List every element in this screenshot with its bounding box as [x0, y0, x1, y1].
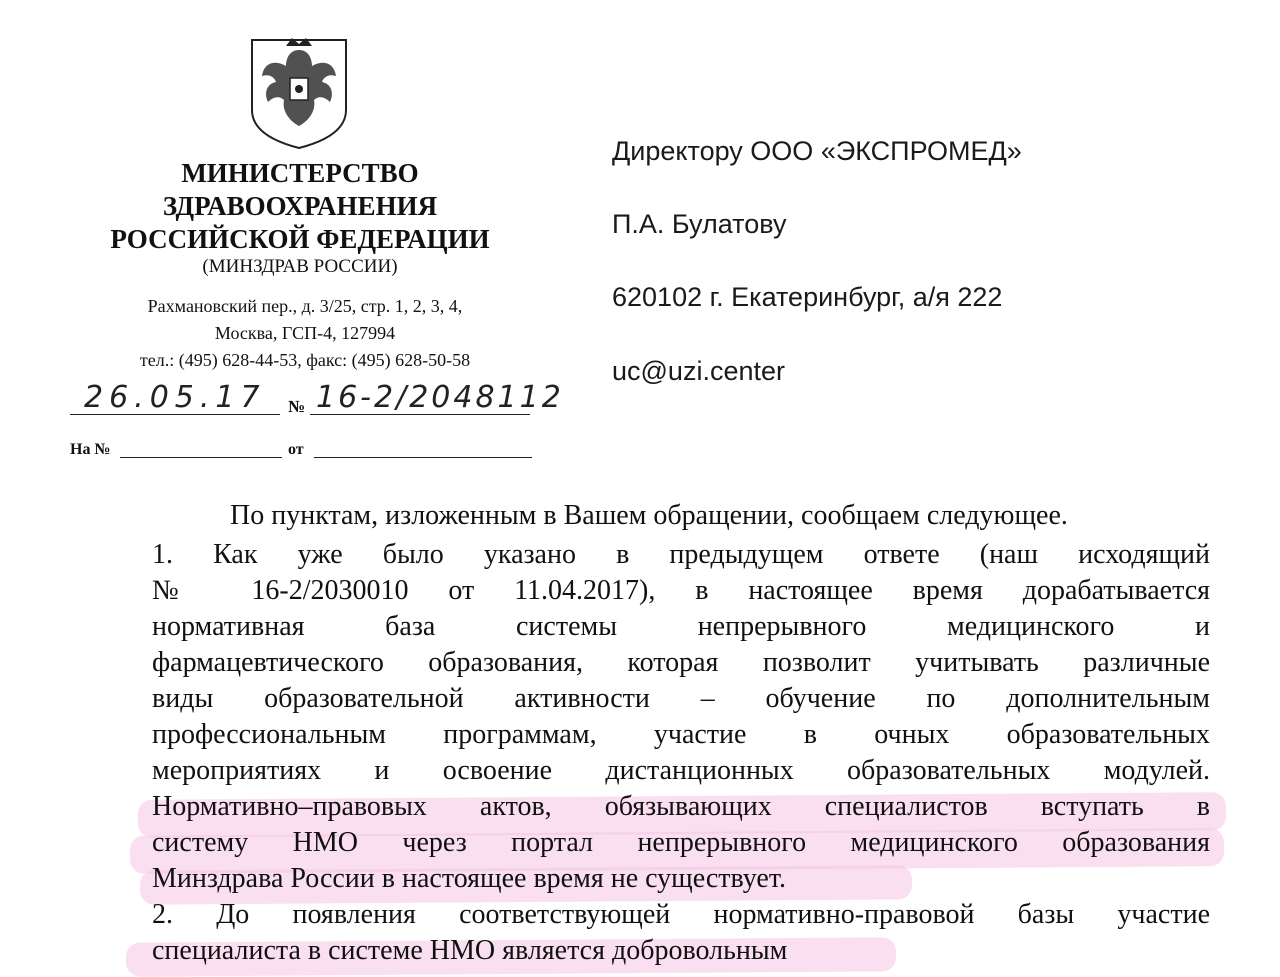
ministry-name — [60, 157, 540, 256]
reference-number-label: На № — [70, 441, 111, 458]
registration-number-label: № — [288, 397, 306, 416]
ministry-line-3: РОССИЙСКОЙ ФЕДЕРАЦИИ — [110, 224, 490, 254]
body-line: профессиональным программам, участие в очных образовательных — [152, 719, 1210, 750]
body-line: мероприятиях и освоение дистанционных образовательных модулей. — [152, 755, 1210, 786]
body-line: 2. До появления соответствующей нормативно-правовой базы участие — [152, 899, 1210, 930]
ministry-line-1: МИНИСТЕРСТВО — [181, 158, 419, 188]
body-line: № 16-2/2030010 от 11.04.2017), в настоящее время дорабатывается — [152, 575, 1210, 606]
body-line: виды образовательной активности – обучение по дополнительным — [152, 683, 1210, 714]
body-line: Минздрава России в настоящее время не существует. — [152, 863, 786, 894]
letter-body — [152, 537, 1210, 969]
body-intro: По пунктам, изложенным в Вашем обращении, сообщаем следующее. — [230, 500, 1068, 531]
registration-number: 16-2/2048112 — [316, 380, 564, 415]
recipient-title: Директору ООО «ЭКСПРОМЕД» — [612, 136, 1022, 166]
recipient-name: П.А. Булатову — [612, 209, 787, 239]
registration-date: 26.05.17 — [84, 380, 266, 415]
recipient-address: 620102 г. Екатеринбург, а/я 222 — [612, 282, 1003, 312]
address-line-1: Рахмановский пер., д. 3/25, стр. 1, 2, 3, 4, — [147, 296, 463, 316]
reference-date-label: от — [288, 441, 304, 458]
body-line: специалиста в системе НМО является добровольным — [152, 935, 788, 966]
body-line: фармацевтического образования, которая позволит учитывать различные — [152, 647, 1210, 678]
ministry-address — [60, 293, 550, 374]
reference-number-line — [120, 457, 282, 458]
body-line: 1. Как уже было указано в предыдущем ответе (наш исходящий — [152, 539, 1210, 570]
address-line-2: Москва, ГСП-4, 127994 — [214, 323, 396, 343]
date-underline — [70, 414, 280, 415]
body-line: систему НМО через портал непрерывного медицинского образования — [152, 827, 1210, 858]
coat-of-arms-icon — [246, 32, 352, 150]
body-line: нормативная база системы непрерывного медицинского и — [152, 611, 1210, 642]
body-line: Нормативно–правовых актов, обязывающих специалистов вступать в — [152, 791, 1210, 822]
recipient-email: uc@uzi.center — [612, 356, 785, 386]
number-underline — [310, 414, 530, 415]
address-line-3: тел.: (495) 628-44-53, факс: (495) 628-50-58 — [139, 350, 471, 370]
reference-date-line — [314, 457, 532, 458]
ministry-short-name: (МИНЗДРАВ РОССИИ) — [202, 256, 398, 277]
ministry-line-2: ЗДРАВООХРАНЕНИЯ — [162, 191, 438, 221]
